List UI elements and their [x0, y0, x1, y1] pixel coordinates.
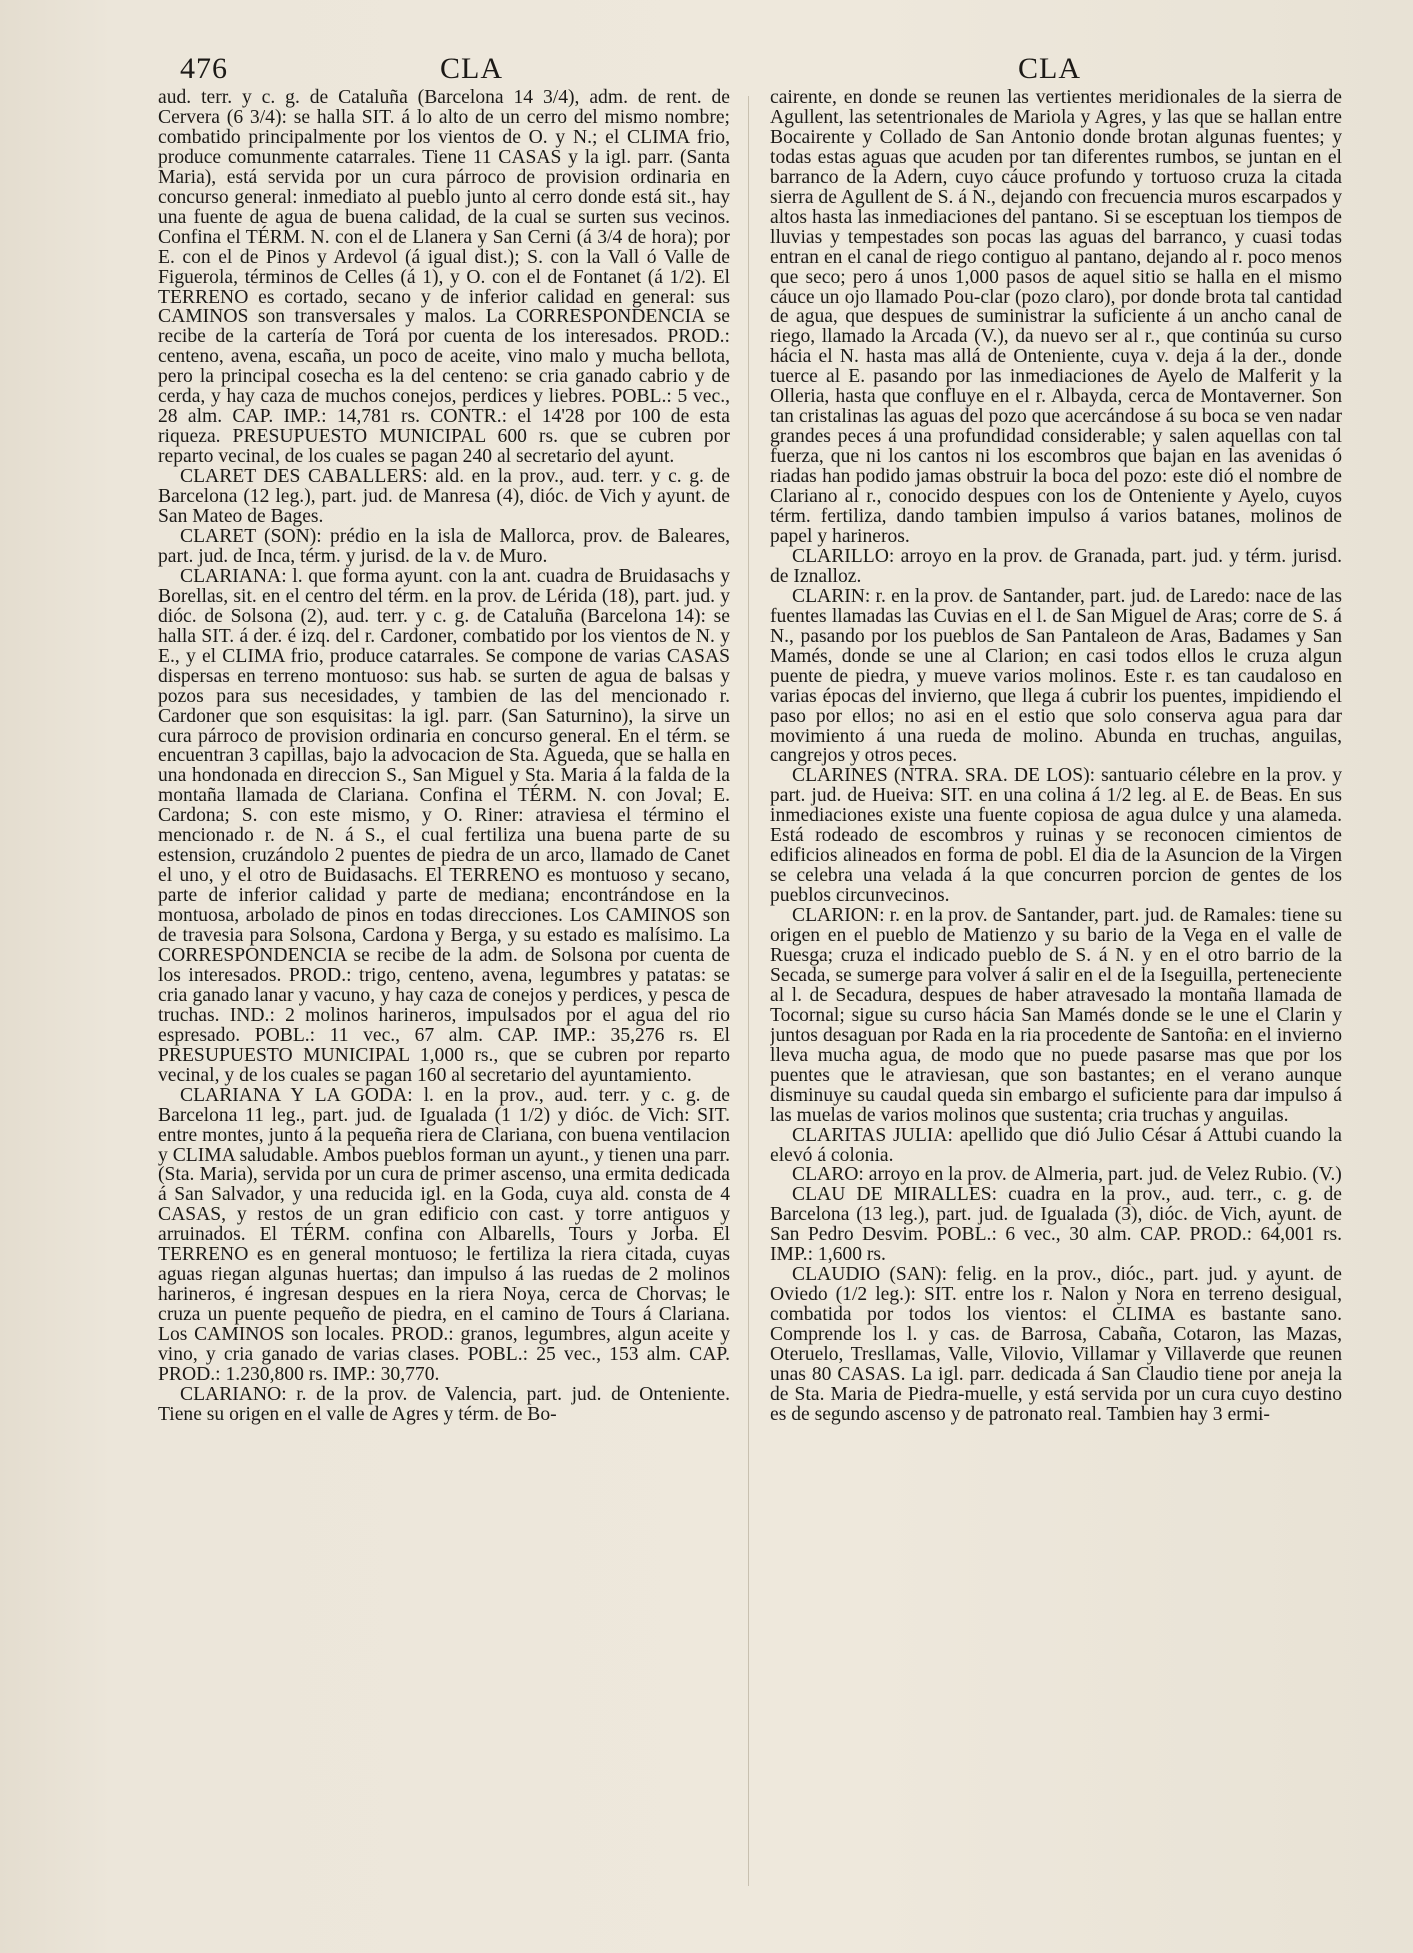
entry-paragraph: CLARIANO: r. de la prov. de Valencia, part. jud. de Onteniente. Tiene su origen en el valle de Agres y térm. de Bo- — [158, 1383, 730, 1425]
entry-paragraph: cairente, en donde se reunen las vertientes meridionales de la sierra de Agullent, las setentrionales de Mariola y Agres, y las que se hallan entre Bocairente y Collado de San Antonio donde brotan algunas fuentes; y todas estas aguas que acuden por tan diferentes rumbos, se juntan en el barranco de la Adern, cuyo cáuce profundo y tortuoso cruza la citada sierra de Agullent de S. á N., dejando con frecuencia muros escarpados y altos hasta las inmediaciones del pantano. Si se esceptuan los tiempos de lluvias y tempestades son pocas las aguas del barranco, y cuasi todas entran en el canal de riego contiguo al pantano, dejando al r. poco menos que seco; pero á unos 1,000 pasos de aquel sitio se halla en el mismo cáuce un ojo llamado Pou-clar (pozo claro), por donde brota tal cantidad de agua, que despues de suministrar la suficiente á un ancho canal de riego, llamado la Arcada (V.), da nuevo ser al r., que continúa su curso hácia el N. hasta mas allá de Onteniente, cuya v. deja á la der., donde tuerce al E. pasando por las inmediaciones de Ayelo de Malferit y la Olleria, hasta que confluye en el r. Albayda, cerca de Montaverner. Son tan cristalinas las aguas del pozo que acercándose á su boca se ven nadar grandes peces á una profundidad considerable; y salen aquellas con tal fuerza, que ni los cantos ni los escombros que bajan en las avenidas ó riadas han podido jamas obstruir la boca del pozo: este dió el nombre de Clariano al r., conocido despues con los de Onteniente y Ayelo, cuyos térm. fertiliza, dando tambien impulso á varios batanes, molinos de papel y harineros. — [770, 88, 1342, 547]
entry-paragraph: CLARO: arroyo en la prov. de Almeria, part. jud. de Velez Rubio. (V.) — [792, 1164, 1342, 1186]
running-head-left: CLA — [440, 52, 503, 85]
entry-paragraph: CLARION: r. en la prov. de Santander, part. jud. de Ramales: tiene su origen en el pueblo de Matienzo y su bario de la Vega en el valle de Ruesga; cruza el indicado pueblo de S. á N. y en el otro barrio de la Secada, se sumerge para volver á salir en el de la Iseguilla, perteneciente al l. de Secadura, despues de haber atravesado la montaña llamada de Tocornal; sigue su curso hácia San Mamés donde se le une el Clarin y juntos desaguan por Rada en la ria procedente de Santoña: en el invierno lleva mucha agua, de modo que no puede pasarse mas que por los puentes que le atraviesan, que son bastantes; en el verano aunque disminuye su caudal queda sin embargo el suficiente para dar impulso á las muelas de varios molinos que sustenta; cria truchas y anguilas. — [770, 905, 1342, 1126]
entry-paragraph: CLARILLO: arroyo en la prov. de Granada, part. jud. y térm. jurisd. de Iznalloz. — [770, 545, 1342, 587]
page-header — [150, 48, 1320, 90]
entry-paragraph: CLARINES (NTRA. SRA. DE LOS): santuario célebre en la prov. y part. jud. de Hueiva: SIT. en una colina á 1/2 leg. al E. de Beas. En sus inmediaciones existe una fuente copiosa de agua dulce y una alameda. Está rodeado de escombros y ruinas y se reconocen cimientos de edificios alineados en forma de pobl. El dia de la Asuncion de la Virgen se celebra una velada á la que concurren porcion de gentes de los pueblos circunvecinos. — [770, 765, 1342, 907]
entry-paragraph: CLARIN: r. en la prov. de Santander, part. jud. de Laredo: nace de las fuentes llamadas las Cuvias en el l. de San Miguel de Aras; corre de S. á N., pasando por los pueblos de San Pantaleon de Aras, Badames y San Mamés, donde se une al Clarion; en casi todos ellos le cruza algun puente de piedra, y mueve varios molinos. Este r. es tan caudaloso en varias épocas del invierno, que llega á cubrir los puentes, impidiendo el paso por ellos; no asi en el estio que solo conserva agua para dar movimiento á una rueda de molino. Abunda en truchas, anguilas, cangrejos y otros peces. — [770, 585, 1342, 767]
running-head-right: CLA — [1018, 52, 1081, 85]
entry-paragraph: CLARET DES CABALLERS: ald. en la prov., aud. terr. y c. g. de Barcelona (12 leg.), part. jud. de Manresa (4), dióc. de Vich y ayunt. de San Mateo de Bages. — [158, 466, 730, 528]
entry-paragraph: CLAUDIO (SAN): felig. en la prov., dióc., part. jud. y ayunt. de Oviedo (1/2 leg.): SIT. entre los r. Nalon y Nora en terreno desigual, combatida por todos los vientos: el CLIMA es bastante sano. Comprende los l. y cas. de Barrosa, Cabaña, Cotaron, las Mazas, Oteruelo, Tresllamas, Valle, Vilovio, Villamar y Villaverde que reunen unas 80 CASAS. La igl. parr. dedicada á San Claudio tiene por aneja la de Sta. Maria de Piedra-muelle, y está servida por un cura cuyo destino es de segundo ascenso y de patronato real. Tambien hay 3 ermi- — [770, 1264, 1342, 1425]
right-column — [770, 88, 1342, 1888]
entry-paragraph: CLARET (SON): prédio en la isla de Mallorca, prov. de Baleares, part. jud. de Inca, térm. y jurisd. de la v. de Muro. — [158, 525, 730, 567]
entry-paragraph: CLARIANA: l. que forma ayunt. con la ant. cuadra de Bruidasachs y Borellas, sit. en el centro del térm. en la prov. de Lérida (18), part. jud. y dióc. de Solsona (2), aud. terr. y c. g. de Cataluña (Barcelona 14): se halla SIT. á der. é izq. del r. Cardoner, combatido por los vientos de N. y E., y el CLIMA frio, produce catarrales. Se compone de varias CASAS dispersas en terreno montuoso: sus hab. se surten de agua de balsas y pozos para sus necesidades, y tambien de las del mencionado r. Cardoner que son esquisitas: la igl. parr. (San Saturnino), la sirve un cura párroco de provision ordinaria en concurso general. En el térm. se encuentran 3 capillas, bajo la advocacion de Sta. Agueda, que se halla en una hondonada en direccion S., San Miguel y Sta. Maria á la falda de la montaña llamada de Clariana. Confina el TÉRM. N. con Joval; E. Cardona; S. con este mismo, y O. Riner: atraviesa el término el mencionado r. de N. á S., el cual fertiliza una buena parte de su estension, cruzándolo 2 puentes de piedra de un arco, llamado de Canet el uno, y el otro de Buidasachs. El TERRENO es montuoso y secano, parte de inferior calidad y parte de mediana; encontrándose en la montuosa, arbolado de pinos en todas direcciones. Los CAMINOS son de travesia para Solsona, Cardona y Berga, y su estado es malísimo. La CORRESPONDENCIA se recibe de la adm. de Solsona por cuenta de los interesados. PROD.: trigo, centeno, avena, legumbres y patatas: se cria ganado lanar y vacuno, y hay caza de conejos y perdices, y pesca de truchas. IND.: 2 molinos harineros, impulsados por el agua del rio espresado. POBL.: 11 vec., 67 alm. CAP. IMP.: 35,276 rs. El PRESUPUESTO MUNICIPAL 1,000 rs., que se cubren por reparto vecinal, y de los cuales se pagan 160 al secretario del ayuntamiento. — [158, 565, 730, 1086]
entry-paragraph: aud. terr. y c. g. de Cataluña (Barcelona 14 3/4), adm. de rent. de Cervera (6 3/4): se halla SIT. á lo alto de un cerro del mismo nombre; combatido principalmente por los vientos de O. y N.; el CLIMA frio, produce comunmente catarrales. Tiene 11 CASAS y la igl. parr. (Santa Maria), está servida por un cura párroco de provision ordinaria en concurso general: inmediato al pueblo junto al cerro donde está sit., hay una fuente de agua de buena calidad, de la cual se surten sus vecinos. Confina el TÉRM. N. con el de Llanera y San Cerni (á 3/4 de hora); por E. con el de Pinos y Ardevol (á igual dist.); S. con la Vall ó Valle de Figuerola, términos de Celles (á 1), y O. con el de Fontanet (á 1/2). El TERRENO es cortado, secano y de inferior calidad en general: sus CAMINOS son transversales y malos. La CORRESPONDENCIA se recibe de la cartería de Torá por cuenta de los interesados. PROD.: centeno, avena, escaña, un poco de aceite, vino malo y mucha bellota, pero la principal cosecha es la del centeno: se cria ganado cabrio y de cerda, y hay caza de muchos conejos, perdices y liebres. POBL.: 5 vec., 28 alm. CAP. IMP.: 14,781 rs. CONTR.: el 14'28 por 100 de esta riqueza. PRESUPUESTO MUNICIPAL 600 rs. que se cubren por reparto vecinal, de los cuales se pagan 240 al secretario del ayunt. — [158, 88, 730, 468]
page-number: 476 — [180, 52, 228, 85]
left-column — [158, 88, 730, 1888]
entry-paragraph: CLARITAS JULIA: apellido que dió Julio César á Attubi cuando la elevó á colonia. — [770, 1124, 1342, 1166]
entry-paragraph: CLAU DE MIRALLES: cuadra en la prov., aud. terr., c. g. de Barcelona (13 leg.), part. jud. de Igualada (3), dióc. de Vich, ayunt. de San Pedro Desvim. POBL.: 6 vec., 30 alm. CAP. PROD.: 64,001 rs. IMP.: 1,600 rs. — [770, 1184, 1342, 1266]
column-divider — [748, 96, 749, 1886]
entry-paragraph: CLARIANA Y LA GODA: l. en la prov., aud. terr. y c. g. de Barcelona 11 leg., part. jud. de Igualada (1 1/2) y dióc. de Vich: SIT. entre montes, junto á la pequeña riera de Clariana, con buena ventilacion y CLIMA saludable. Ambos pueblos forman un ayunt., y tienen una parr. (Sta. Maria), servida por un cura de primer ascenso, una ermita dedicada á San Salvador, y una reducida igl. en la Goda, cuya ald. consta de 4 CASAS, y restos de un gran edificio con cast. y torre antiguos y arruinados. El TÉRM. confina con Albarells, Tours y Jorba. El TERRENO es en general montuoso; le fertiliza la riera citada, cuyas aguas riegan algunas huertas; dan impulso á las ruedas de 2 molinos harineros, é ingresan despues en la riera Noya, cerca de Chorvas; le cruza un puente pequeño de piedra, en el camino de Tours á Clariana. Los CAMINOS son locales. PROD.: granos, legumbres, algun aceite y vino, y cria ganado de varias clases. POBL.: 25 vec., 153 alm. CAP. PROD.: 1.230,800 rs. IMP.: 30,770. — [158, 1084, 730, 1385]
